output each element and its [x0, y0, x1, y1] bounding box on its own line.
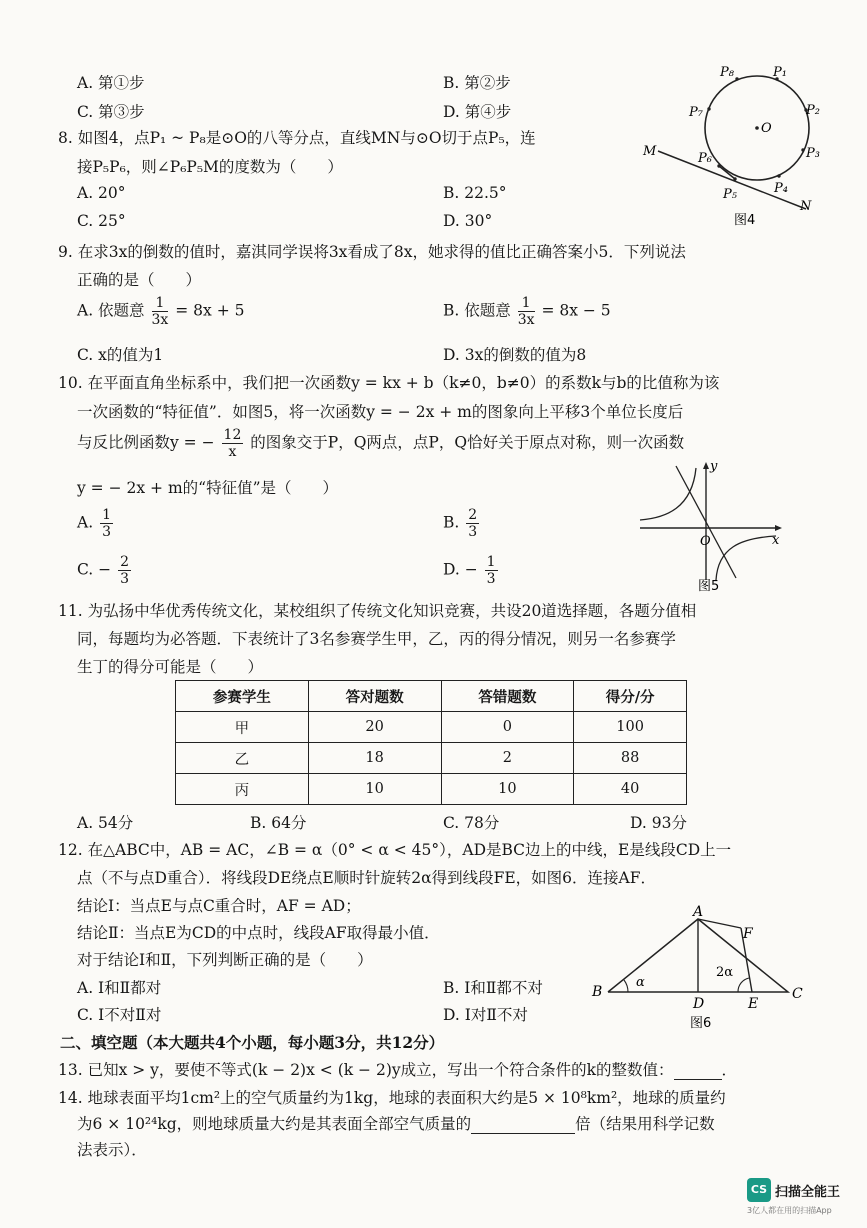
q10-option-d-label: D. − [443, 560, 478, 579]
table-cell: 0 [441, 712, 574, 743]
section-heading-fill-in: 二、填空题（本大题共4个小题，每小题3分，共12分） [60, 1033, 445, 1052]
figure-5-caption: 图5 [698, 579, 720, 594]
q9-option-a-fraction [152, 296, 169, 327]
label-alpha: α [636, 975, 645, 990]
q10-option-b-label: B. [443, 513, 460, 532]
label-p8: P₈ [720, 65, 734, 80]
label-f: F [743, 926, 753, 942]
table-cell: 乙 [176, 743, 309, 774]
angle-2a-arc [738, 978, 749, 992]
q10-option-c [77, 555, 133, 586]
q14-line2-suffix: 倍（结果用科学记数 [575, 1115, 715, 1133]
q9-option-d: D. 3x的倒数的值为8 [443, 346, 587, 364]
q8-option-c: C. 25° [77, 212, 126, 230]
table-header: 得分/分 [574, 681, 687, 712]
label-o: O [761, 121, 772, 136]
table-cell: 40 [574, 774, 687, 805]
table-cell: 100 [574, 712, 687, 743]
q9-option-a-suffix: = 8x + 5 [175, 301, 245, 320]
table-cell: 丙 [176, 774, 309, 805]
q14-answer-blank[interactable] [471, 1115, 575, 1134]
q10-option-a-fraction [100, 508, 113, 539]
q10-option-a [77, 508, 115, 539]
q9-stem-line1: 9. 在求3x的倒数的值时，嘉淇同学误将3x看成了8x，她求得的值比正确答案小5．下列说法 [58, 243, 686, 261]
fraction-numerator: 1 [102, 507, 111, 523]
table-cell: 2 [441, 743, 574, 774]
q14-stem-line3: 法表示）． [77, 1141, 147, 1159]
table-row [176, 712, 687, 743]
q7-option-b: B. 第②步 [443, 74, 511, 92]
score-table [175, 680, 687, 805]
q10-option-b-fraction [466, 508, 479, 539]
label-a: A [693, 904, 704, 920]
axis-x-label: x [772, 533, 780, 548]
q7-option-c: C. 第③步 [77, 103, 145, 121]
q11-stem-line1: 11. 为弘扬中华优秀传统文化，某校组织了传统文化知识竞赛，共设20道选择题，各题分值相 [58, 602, 697, 620]
fraction-denominator: x [228, 444, 237, 460]
q10-option-c-fraction [118, 555, 131, 586]
scanner-watermark [747, 1178, 841, 1215]
q10-stem-line4: y = − 2x + m的“特征值”是（ ） [77, 479, 339, 497]
label-d: D [693, 996, 705, 1012]
table-cell: 18 [308, 743, 441, 774]
q11-stem-line3: 生丁的得分可能是（ ） [77, 658, 264, 676]
fraction-numerator: 1 [518, 296, 535, 312]
label-p2: P₂ [806, 103, 820, 118]
q12-conclusion-1: 结论Ⅰ：当点E与点C重合时，AF = AD； [77, 897, 361, 915]
q8-stem-line1: 8. 如图4，点P₁ ~ P₈是⊙O的八等分点，直线MN与⊙O切于点P₅，连 [58, 129, 536, 147]
q8-option-d: D. 30° [443, 212, 493, 230]
q9-option-a [77, 296, 244, 327]
q9-option-c: C. x的值为1 [77, 346, 164, 364]
q12-stem-line2: 点（不与点D重合）．将线段DE绕点E顺时针旋转2α得到线段FE，如图6．连接AF． [77, 869, 656, 887]
q12-stem-line1: 12. 在△ABC中，AB = AC，∠B = α（0° < α < 45°），AD是BC边上的中线，E是线段CD上一 [58, 841, 732, 859]
table-row [176, 743, 687, 774]
figure-4-circle [640, 58, 820, 233]
segment-p5p6 [719, 166, 735, 179]
q9-option-b [443, 296, 611, 327]
scanner-logo-icon: CS [747, 1178, 771, 1202]
q8-option-b: B. 22.5° [443, 184, 507, 202]
q7-option-a: A. 第①步 [77, 74, 145, 92]
table-cell: 10 [308, 774, 441, 805]
q8-stem-line2: 接P₅P₆，则∠P₆P₅M的度数为（ ） [77, 158, 343, 176]
figure-4-caption: 图4 [734, 213, 756, 228]
q12-option-b: B. Ⅰ和Ⅱ都不对 [443, 979, 543, 997]
q13-end: ． [721, 1061, 738, 1079]
q10-stem-line3 [77, 428, 684, 459]
angle-b-arc [624, 980, 628, 992]
q10-option-c-label: C. − [77, 560, 112, 579]
q10-option-d-fraction [485, 555, 498, 586]
table-cell: 甲 [176, 712, 309, 743]
q14-stem-line1: 14. 地球表面平均1cm²上的空气质量约为1kg，地球的表面积大约是5 × 10⁸km²，地球的质量约 [58, 1089, 726, 1107]
q12-option-c: C. Ⅰ不对Ⅱ对 [77, 1006, 162, 1024]
fraction-denominator: 3 [468, 524, 478, 540]
fraction-numerator: 2 [468, 507, 478, 523]
label-n: N [800, 199, 812, 214]
hyperbola-branch-upper-left [640, 468, 696, 520]
label-c: C [792, 986, 803, 1002]
q10-stem-line2: 一次函数的“特征值”．如图5，将一次函数y = − 2x + m的图象向上平移3个单位长度后 [77, 403, 684, 421]
table-row [176, 774, 687, 805]
fraction-numerator: 2 [120, 554, 130, 570]
q9-stem-line2: 正确的是（ ） [77, 271, 202, 289]
q8-option-a: A. 20° [77, 184, 126, 202]
scanner-app-name: 扫描全能王 [775, 1184, 841, 1200]
figure-6-caption: 图6 [690, 1016, 712, 1031]
q10-option-b [443, 508, 481, 539]
label-p5: P₅ [723, 187, 737, 202]
label-2alpha: 2α [716, 965, 734, 980]
table-header: 答对题数 [308, 681, 441, 712]
fraction-denominator: 3 [486, 571, 496, 587]
figure-6-triangle [588, 904, 810, 1034]
q11-option-b: B. 64分 [250, 814, 307, 832]
q11-option-c: C. 78分 [443, 814, 500, 832]
label-p1: P₁ [773, 65, 787, 80]
q10-line3-prefix: 与反比例函数y = − [77, 433, 215, 452]
table-cell: 88 [574, 743, 687, 774]
q9-option-b-fraction [518, 296, 535, 327]
label-p4: P₄ [774, 181, 788, 196]
fraction-denominator: 3 [102, 524, 111, 540]
figure-5-graph [636, 458, 786, 594]
q10-stem-line1: 10. 在平面直角坐标系中，我们把一次函数y = kx + b（k≠0，b≠0）的系数k与b的比值称为该 [58, 374, 720, 392]
label-e: E [748, 996, 759, 1012]
origin-label: O [700, 534, 711, 549]
fraction-denominator: 3x [517, 312, 535, 328]
q9-option-a-prefix: A. 依题意 [77, 301, 145, 320]
q7-option-d: D. 第④步 [443, 103, 512, 121]
q10-option-a-label: A. [77, 513, 94, 532]
fraction-numerator: 1 [152, 296, 169, 312]
q12-conclusion-2: 结论Ⅱ：当点E为CD的中点时，线段AF取得最小值． [77, 924, 440, 942]
q10-line3-fraction [222, 428, 244, 459]
table-header: 参赛学生 [176, 681, 309, 712]
q9-option-b-prefix: B. 依题意 [443, 301, 511, 320]
fraction-denominator: 3 [120, 571, 130, 587]
q10-line3-suffix: 的图象交于P，Q两点，点P，Q恰好关于原点对称，则一次函数 [250, 433, 685, 452]
fraction-numerator: 1 [486, 554, 496, 570]
q10-option-d [443, 555, 500, 586]
q12-option-a: A. Ⅰ和Ⅱ都对 [77, 979, 162, 997]
label-b: B [592, 984, 603, 1000]
q11-option-a: A. 54分 [77, 814, 134, 832]
q12-option-d: D. Ⅰ对Ⅱ不对 [443, 1006, 528, 1024]
label-p7: P₇ [689, 105, 703, 120]
table-header: 答错题数 [441, 681, 574, 712]
q14-line2-prefix: 为6 × 10²⁴kg，则地球质量大约是其表面全部空气质量的 [77, 1115, 472, 1133]
fraction-denominator: 3x [151, 312, 169, 328]
axis-y-label: y [710, 459, 718, 474]
q12-stem-line5: 对于结论Ⅰ和Ⅱ，下列判断正确的是（ ） [77, 951, 373, 969]
label-p3: P₃ [806, 146, 820, 161]
q13-stem [58, 1058, 737, 1080]
label-p6: P₆ [698, 151, 712, 166]
q14-stem-line2 [77, 1112, 715, 1134]
q13-text: 13. 已知x > y，要使不等式(k − 2)x < (k − 2)y成立，写出一个符合条件的k的整数值： [58, 1061, 674, 1079]
q11-stem-line2: 同，每题均为必答题．下表统计了3名参赛学生甲，乙，丙的得分情况，则另一名参赛学 [77, 630, 676, 648]
table-header-row [176, 681, 687, 712]
fraction-numerator: 12 [223, 427, 242, 443]
table-cell: 10 [441, 774, 574, 805]
q9-option-b-suffix: = 8x − 5 [541, 301, 611, 320]
q11-option-d: D. 93分 [630, 814, 687, 832]
table-cell: 20 [308, 712, 441, 743]
label-m: M [643, 144, 657, 159]
q13-answer-blank[interactable] [674, 1061, 722, 1080]
scanner-tagline: 3亿人都在用的扫描App [747, 1206, 832, 1215]
